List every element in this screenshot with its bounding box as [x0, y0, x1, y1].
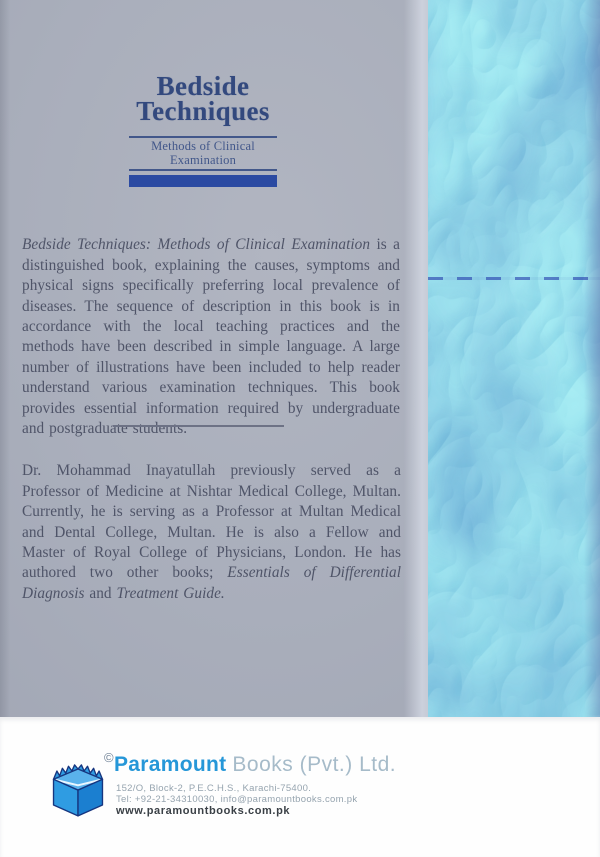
bio-book-title-1: Essentials of Differential Diagnosis [22, 564, 401, 602]
publisher-name [114, 753, 396, 777]
bio-text-2: and [84, 584, 117, 602]
paramount-logo-icon [44, 751, 112, 821]
author-bio-paragraph [22, 461, 401, 604]
copyright-symbol: © [104, 750, 114, 765]
water-texture [428, 0, 600, 721]
subtitle-text: Methods of Clinical Examination [151, 139, 255, 167]
band-right-edge-shade [584, 0, 600, 721]
subtitle-banner [129, 136, 277, 171]
cover-hinge-highlight [404, 0, 428, 717]
publisher-contact: Tel: +92-21-34310030, info@paramountbooks.com.pk [116, 794, 358, 805]
publisher-address: 152/O, Block-2, P.E.C.H.S., Karachi-75400. [116, 783, 312, 794]
scan-glitch-line [428, 277, 600, 280]
synopsis-text: is a distinguished book, explaining the causes, symptoms and physical signs specifically preferring local prevalence of diseases. The sequence of description in this book is in accordance with the local teaching practices and the methods have been described in simple language. A large number of illustrations have been included to help reader understand various examination techniques. This book provides essential information required by undergraduate and postgraduate students. [22, 236, 400, 437]
title-underline-bar [129, 175, 277, 187]
cover-title-block [0, 71, 406, 187]
water-texture-band [428, 0, 600, 721]
publisher-name-secondary: Books (Pvt.) Ltd. [232, 753, 397, 776]
title-line-1: Bedside [156, 71, 250, 101]
synopsis-paragraph [22, 235, 400, 439]
title-line-2: Techniques [136, 96, 270, 126]
bio-book-title-2: Treatment Guide. [116, 584, 225, 602]
section-divider [113, 425, 284, 427]
publisher-name-primary: Paramount [114, 753, 227, 776]
bio-text-1: Dr. Mohammad Inayatullah previously served as a Professor of Medicine at Nishtar Medical College, Multan. Currently, he is serving as a Professor at Multan Medical and Dental College, Multan. He is also a Fellow and Master of Royal College of Physicians, London. He has authored two other books; [22, 462, 401, 582]
synopsis-book-title-italic: Bedside Techniques: Methods of Clinical Examination [22, 236, 371, 254]
publisher-website: www.paramountbooks.com.pk [116, 805, 291, 817]
publisher-footer [0, 717, 600, 857]
